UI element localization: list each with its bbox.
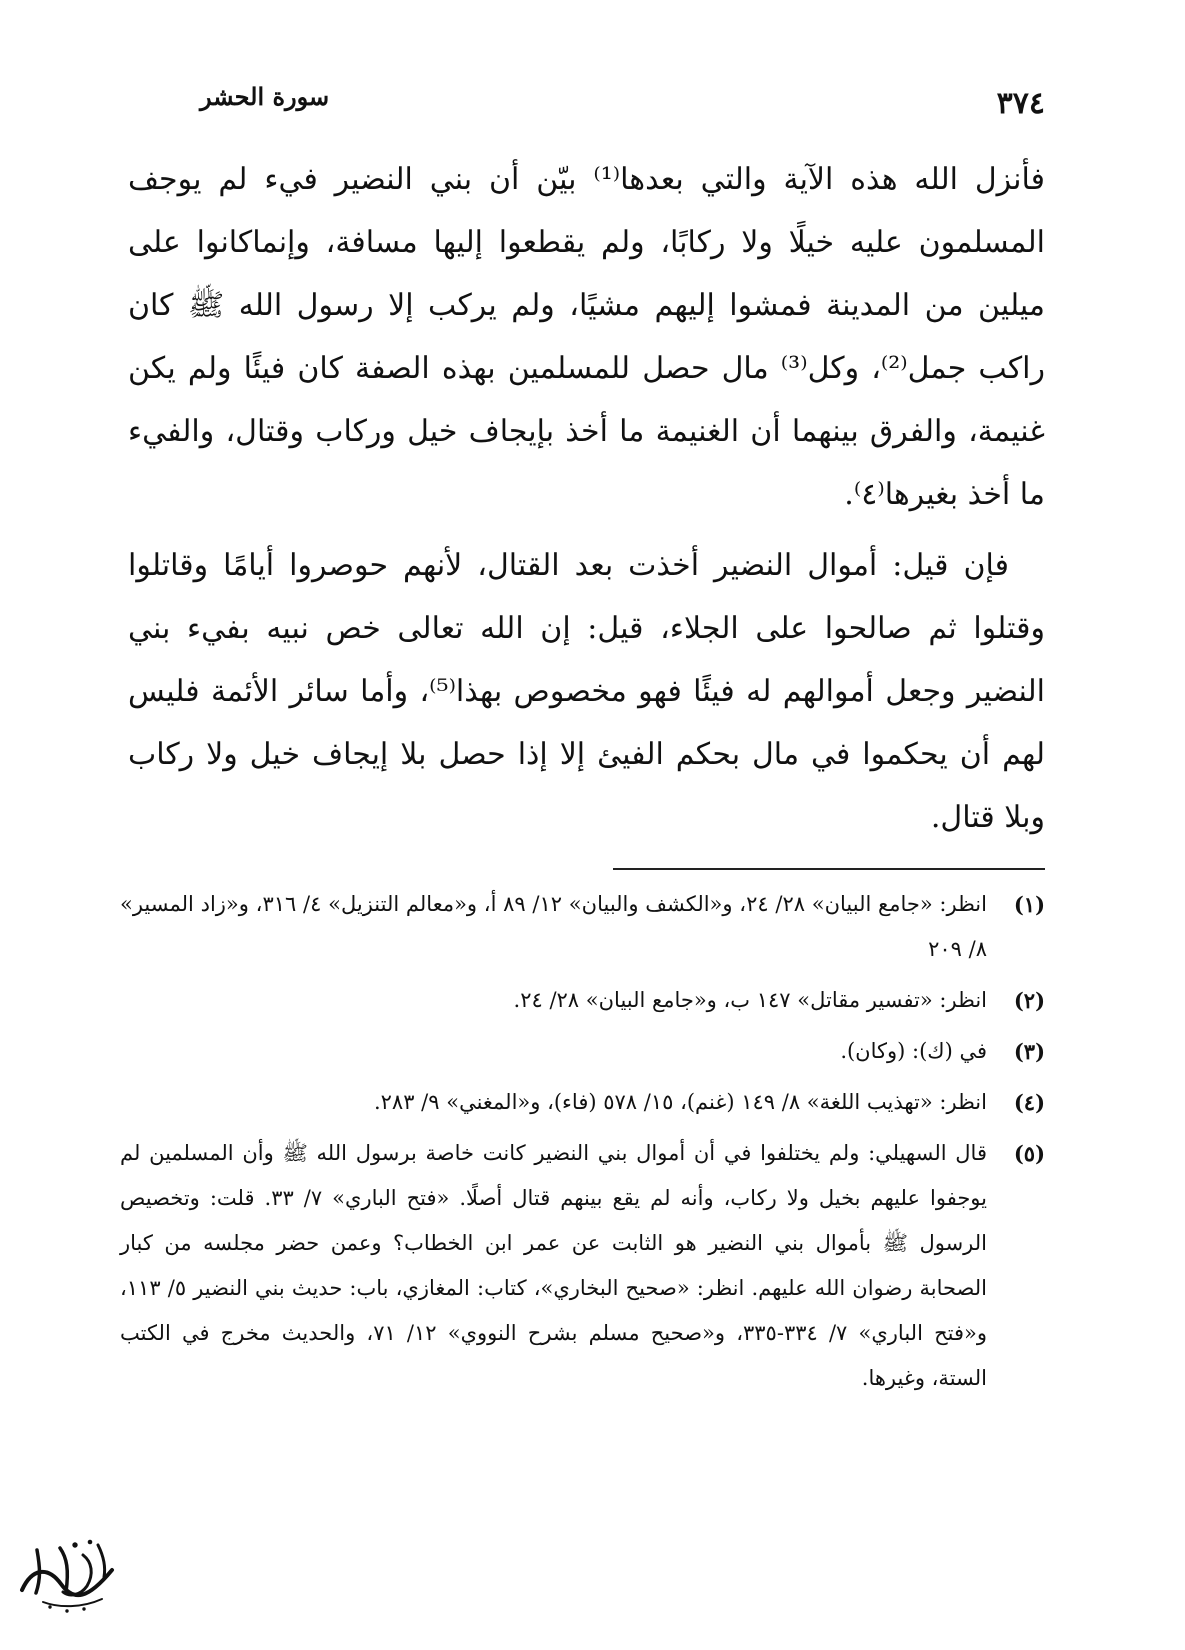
footnote-number: (٥) — [1013, 1141, 1045, 1166]
footnote-text: في (ك): (وكان). — [840, 1039, 987, 1063]
footnote-number: (١) — [1013, 892, 1045, 917]
footnote-text: انظر: «جامع البيان» ٢٨/ ٢٤، و«الكشف والبيان» ١٢/ ٨٩ أ، و«معالم التنزيل» ٤/ ٣١٦، و«زاد المسير» ٨/ ٢٠٩ — [120, 892, 987, 961]
footnote — [120, 882, 1045, 972]
footnote-text: قال السهيلي: ولم يختلفوا في أن أموال بني النضير كانت خاصة برسول الله ﷺ وأن المسلمين لم يوجفوا عليهم بخيل ولا ركاب، وأنه لم يقع بينهم قتال أصلًا. «فتح الباري» ٧/ ٣٣. قلت: وتخصيص الرسول ﷺ بأموال بني النضير هو الثابت عن عمر ابن الخطاب؟ وعمن حضر مجلسه من كبار الصحابة رضوان الله عليهم. انظر: «صحيح البخاري»، كتاب: المغازي، باب: حديث بني النضير ٥/ ١١٣، و«فتح الباري» ٧/ ٣٣٤-٣٣٥، و«صحيح مسلم بشرح النووي» ١٢/ ٧١، والحديث مخرج في الكتب الستة، وغيرها. — [120, 1141, 987, 1390]
publisher-logo-icon — [12, 1532, 124, 1616]
surah-title: سورة الحشر — [200, 82, 330, 111]
footnote — [120, 1080, 1045, 1125]
page-header — [200, 82, 1045, 130]
calligraphy-logo-icon — [12, 1532, 124, 1616]
paragraph: فإن قيل: أموال النضير أخذت بعد القتال، لأنهم حوصروا أيامًا وقاتلوا وقتلوا ثم صالحوا على الجلاء، قيل: إن الله تعالى خص نبيه بفيء بني النضير وجعل أموالهم له فيئًا فهو مخصوص بهذا⁽⁵⁾، وأما سائر الأئمة فليس لهم أن يحكموا في مال بحكم الفيئ إلا إذا حصل بلا إيجاف خيل ولا ركاب وبلا قتال. — [128, 548, 1046, 835]
footnote-number: (٣) — [1013, 1039, 1045, 1064]
footnote-number: (٢) — [1013, 988, 1045, 1013]
paragraph: فأنزل الله هذه الآية والتي بعدها⁽¹⁾ بيّن أن بني النضير فيء لم يوجف المسلمون عليه خيلًا ولا ركابًا، ولم يقطعوا إليها مسافة، وإنماكانوا على ميلين من المدينة فمشوا إليهم مشيًا، ولم يركب إلا رسول الله ﷺ كان راكب جمل⁽²⁾، وكل⁽³⁾ مال حصل للمسلمين بهذه الصفة كان فيئًا ولم يكن غنيمة، والفرق بينهما أن الغنيمة ما أخذ بإيجاف خيل وركاب وقتال، والفيء ما أخذ بغيرها⁽٤⁾. — [128, 162, 1045, 512]
footnote-number: (٤) — [1013, 1090, 1045, 1115]
footnotes — [120, 882, 1045, 1407]
main-text — [128, 148, 1045, 849]
footnote — [120, 978, 1045, 1023]
footnote-text: انظر: «تفسير مقاتل» ١٤٧ ب، و«جامع البيان» ٢٨/ ٢٤. — [513, 988, 987, 1012]
footnote-divider — [613, 868, 1045, 870]
page-number: ٣٧٤ — [996, 86, 1045, 121]
footnote-text: انظر: «تهذيب اللغة» ٨/ ١٤٩ (غنم)، ١٥/ ٥٧٨ (فاء)، و«المغني» ٩/ ٢٨٣. — [373, 1090, 987, 1114]
footnote — [120, 1131, 1045, 1401]
footnote — [120, 1029, 1045, 1074]
